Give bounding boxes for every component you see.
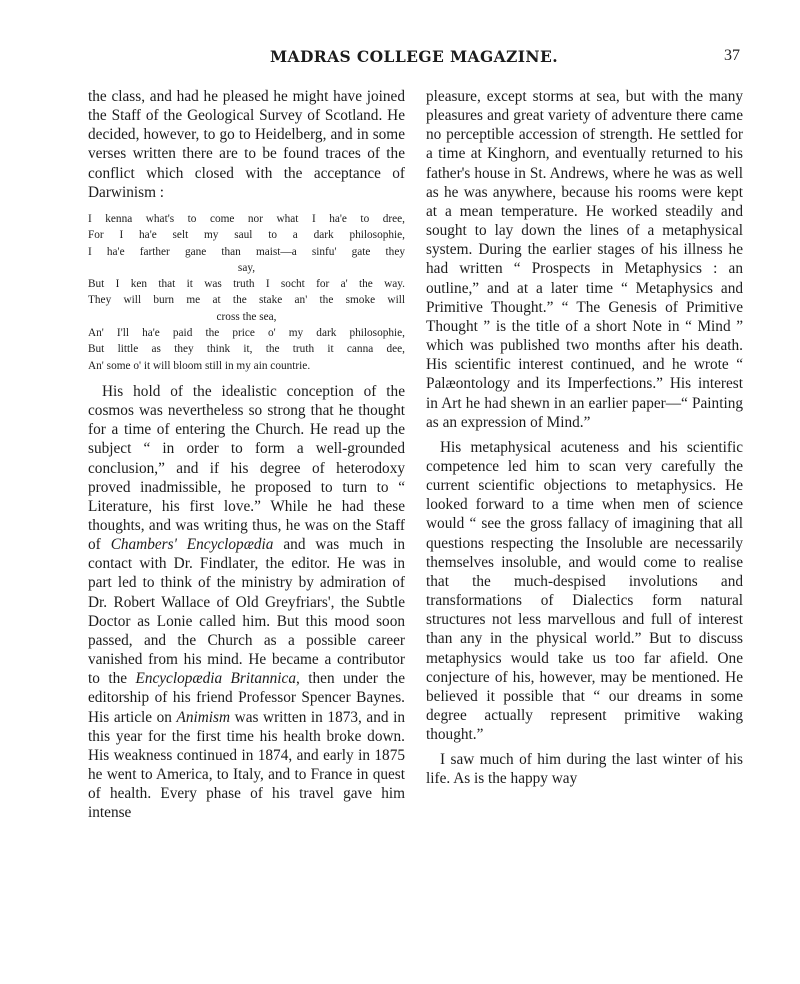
- verse-line: cross the sea,: [216, 310, 277, 323]
- paragraph-travel-pleasure: pleasure, except storms at sea, but with the many pleasures and great variety of adventure there came no perceptible accession of strength. He settled for a time at Kinghorn, and eventually returned to his father's house in St. Andrews, where he was as well as he was anywhere, because his rooms were kept at a mean temperature. He worked steadily and sought to lay down the lines of a metaphysical system. During the earlier stages of his illness he had written “ Prospects in Metaphysics : an outline,” and at a later time “ Metaphysics and Primitive Thought.” “ The Genesis of Primitive Thought ” is the title of a short Note in “ Mind ” which was published two months after his death. His scientific interest continued, and he wrote “ Palæontology and its Imperfections.” His interest in Art he had shewn in an earlier paper—“ Painting as an expression of Mind.”: [426, 88, 743, 431]
- running-title: MADRAS COLLEGE MAGAZINE.: [269, 47, 558, 66]
- verse-line: I kenna what's to come nor what I ha'e to dree,: [88, 212, 405, 225]
- text-run: and was much in contact with Dr. Findlater, the editor. He was in part led to think of the ministry by admiration of Dr. Robert Wallace of Old Greyfriars', the Subtle Doctor as Lonie called him. But this mood soon passed, and the Church as a possible career vanished from his mind. He became a contributor to the: [88, 536, 405, 688]
- verse-line: An' some o' it will bloom still in my ain countrie.: [88, 359, 311, 372]
- paragraph-heidelberg: the class, and had he pleased he might have joined the Staff of the Geological Survey of Scotland. He decided, however, to go to Heidelberg, and in some verses written there are to be found traces of the conflict which closed with the acceptance of Darwinism :: [88, 88, 405, 201]
- text-run: , then under the editorship of his friend Professor Spencer Baynes. His article on: [88, 670, 405, 726]
- verse-block: [88, 211, 405, 374]
- verse-line: I ha'e farther gane than maist—a sinfu' gate they: [88, 245, 405, 258]
- verse-line: For I ha'e selt my saul to a dark philosophie,: [88, 229, 405, 242]
- text-run: was written in 1873, and in this year for the first time his health broke down. His weakness continued in 1874, and early in 1875 he went to America, to Italy, and to France in quest of health. Every phase of his travel gave him intense: [88, 708, 405, 822]
- paragraph-idealistic-conception: [88, 382, 405, 823]
- verse-line: But little as they think it, the truth it canna dee,: [88, 343, 405, 356]
- page-number: 37: [724, 47, 740, 64]
- right-column: [426, 87, 743, 789]
- paragraph-last-winter: I saw much of him during the last winter of his life. As is the happy way: [426, 751, 743, 788]
- verse-line: say,: [237, 261, 256, 274]
- verse-line: They will burn me at the stake an' the smoke will: [88, 294, 405, 307]
- page-header: [88, 47, 740, 71]
- paragraph-metaphysical-acuteness: His metaphysical acuteness and his scientific competence led him to scan very carefully the current scientific objections to metaphysics. He looked forward to a time when men of science would “ see the gross fallacy of imagining that all questions respecting the Insoluble are necessarily themselves insoluble, and would come to realise that the much-despised involutions and transformations of Dialectics form natural structures not less marvellous and full of interest than any in the physical world.” But to discuss metaphysics would take us too far afield. One conjecture of his, however, may be mentioned. He believed it possible that “ our dreams in some degree actually represent primitive waking thought.”: [426, 438, 743, 744]
- verse-line: But I ken that it was truth I socht for a' the way.: [88, 278, 405, 291]
- text-run: His hold of the idealistic conception of the cosmos was nevertheless so strong that he thought for a time of entering the Church. He read up the subject “ in order to form a well-grounded conclusion,” and if his degree of heterodoxy proved inadmissible, he proposed to turn to “ Literature, his first love.” While he had these thoughts, and was writing thus, he was on the Staff of: [88, 382, 405, 554]
- verse-line: An' I'll ha'e paid the price o' my dark philosophie,: [88, 327, 405, 340]
- italic-title: Animism: [176, 708, 231, 726]
- left-column: [88, 87, 405, 823]
- italic-title: Encyclopædia Britannica: [135, 670, 296, 688]
- italic-title: Chambers' Encyclopædia: [110, 536, 274, 554]
